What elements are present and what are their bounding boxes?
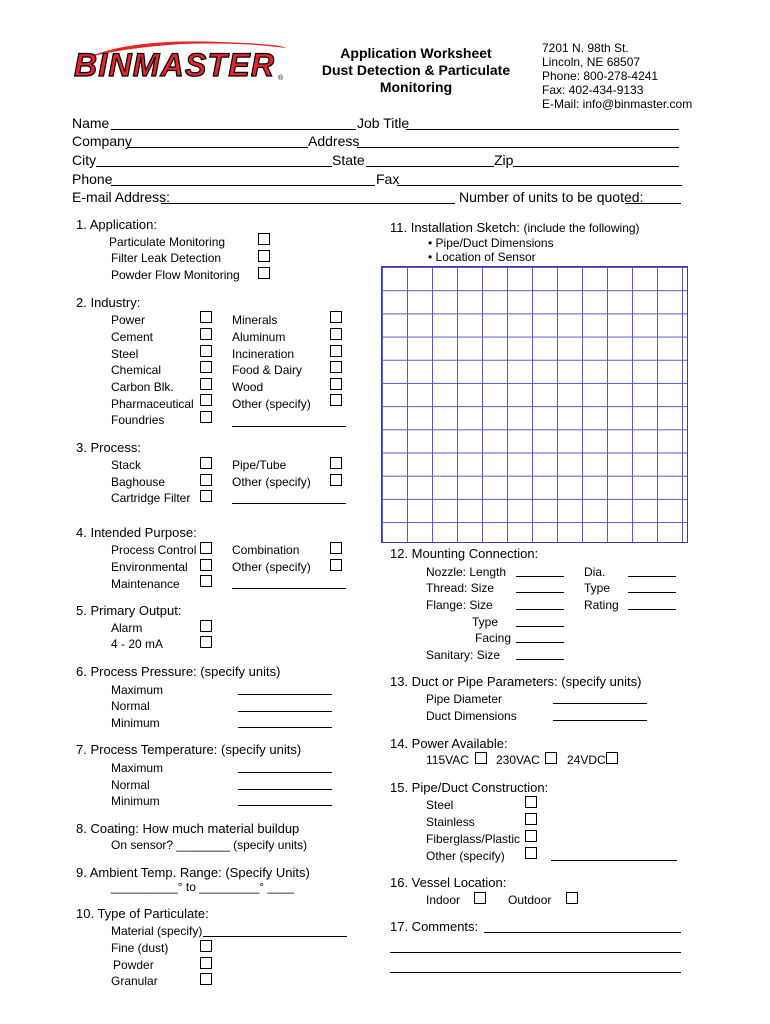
cement-checkbox[interactable]	[200, 328, 212, 340]
option-label: Maintenance	[111, 577, 180, 591]
option-label: 4 - 20 mA	[111, 637, 164, 651]
carbon-blk-checkbox[interactable]	[200, 378, 212, 390]
field-label: Type	[584, 581, 611, 595]
section-pressure-title: 6. Process Pressure: (specify units)	[76, 664, 281, 679]
option-label: Alarm	[111, 621, 143, 635]
4-20ma-checkbox[interactable]	[200, 636, 212, 648]
alarm-checkbox[interactable]	[200, 620, 212, 632]
option-label: Steel	[111, 347, 139, 361]
powder-flow-monitoring-checkbox[interactable]	[258, 267, 270, 279]
option-label: 115VAC	[426, 753, 469, 767]
steel-checkbox[interactable]	[200, 345, 212, 357]
option-label: Power	[111, 313, 146, 327]
zip-field[interactable]	[513, 166, 679, 167]
flange-rating-field[interactable]	[628, 609, 676, 610]
comments-line-1[interactable]	[484, 932, 681, 933]
units-field[interactable]	[625, 203, 681, 204]
option-label: Cartridge Filter	[111, 491, 191, 505]
phone-line: Phone: 800-278-4241	[542, 69, 659, 83]
thread-size-field[interactable]	[516, 592, 564, 593]
field-label: Flange: Size	[426, 598, 493, 612]
option-label: 24VDC	[567, 753, 606, 767]
sketch-grid[interactable]	[381, 266, 688, 543]
option-label: Pipe/Tube	[232, 458, 287, 472]
option-label: Other (specify)	[232, 397, 311, 411]
title-line-2: Dust Detection & Particulate	[321, 62, 511, 78]
state-label: State	[332, 152, 365, 168]
flange-type-field[interactable]	[516, 626, 564, 627]
option-label: Stainless	[426, 815, 475, 829]
option-label: 230VAC	[496, 753, 540, 767]
aluminum-checkbox[interactable]	[330, 328, 342, 340]
phone-field[interactable]	[111, 185, 375, 186]
field-label: Type	[472, 615, 499, 629]
field-label: Normal	[111, 699, 150, 713]
cartridge-filter-checkbox[interactable]	[200, 490, 212, 502]
foundries-checkbox[interactable]	[200, 411, 212, 423]
filter-leak-detection-checkbox[interactable]	[258, 250, 270, 262]
field-label: Thread: Size	[426, 581, 495, 595]
chemical-checkbox[interactable]	[200, 361, 212, 373]
option-label: Minerals	[232, 313, 278, 327]
fax-field[interactable]	[397, 185, 682, 186]
option-label: Chemical	[111, 363, 162, 377]
binmaster-logo	[72, 36, 290, 86]
fax-label: Fax	[376, 171, 400, 187]
company-address	[542, 41, 692, 111]
section-purpose-title: 4. Intended Purpose:	[76, 525, 197, 540]
food-dairy-checkbox[interactable]	[330, 361, 342, 373]
field-label: Normal	[111, 778, 150, 792]
pressure-minimum-field[interactable]	[238, 727, 332, 728]
bullet-item: • Pipe/Duct Dimensions	[428, 236, 554, 250]
option-label: Aluminum	[232, 330, 286, 344]
title-line-1: Application Worksheet	[340, 45, 492, 61]
indoor-checkbox[interactable]	[474, 892, 486, 904]
company-field[interactable]	[128, 147, 308, 148]
temperature-maximum-field[interactable]	[238, 772, 332, 773]
field-label: Maximum	[111, 761, 164, 775]
section-comments-title: 17. Comments:	[390, 919, 479, 934]
name-field[interactable]	[111, 129, 356, 130]
name-label: Name	[72, 115, 110, 131]
section-process-title: 3. Process:	[76, 440, 142, 455]
units-label: Number of units to be quoted:	[459, 189, 644, 205]
option-label: Powder Flow Monitoring	[111, 268, 240, 282]
powder-checkbox[interactable]	[200, 957, 212, 969]
combination-checkbox[interactable]	[330, 542, 342, 554]
zip-label: Zip	[494, 152, 514, 168]
option-label: Particulate Monitoring	[109, 235, 226, 249]
sketch-subtitle: (include the following)	[523, 221, 640, 235]
purpose-other-checkbox[interactable]	[330, 559, 342, 571]
option-label: Carbon Blk.	[111, 380, 174, 394]
section-sketch-title	[390, 220, 640, 235]
option-label: Combination	[232, 543, 300, 557]
field-label: Maximum	[111, 683, 164, 697]
field-label: Pipe Diameter	[426, 692, 503, 706]
section-mounting-title: 12. Mounting Connection:	[390, 546, 539, 561]
comments-line-3[interactable]	[390, 972, 681, 973]
pressure-maximum-field[interactable]	[238, 694, 332, 695]
section-ambient-title: 9. Ambient Temp. Range: (Specify Units)	[76, 865, 310, 880]
option-label: Food & Dairy	[232, 363, 303, 377]
thread-type-field[interactable]	[628, 592, 676, 593]
section-application-title: 1. Application:	[76, 217, 157, 232]
address-field[interactable]	[357, 147, 679, 148]
option-label: Foundries	[111, 413, 165, 427]
section-particulate-title: 10. Type of Particulate:	[76, 906, 209, 921]
address-label: Address	[308, 133, 360, 149]
baghouse-checkbox[interactable]	[200, 474, 212, 486]
24vdc-checkbox[interactable]	[606, 752, 618, 764]
field-label: Facing	[475, 631, 512, 645]
section-duct-params-title: 13. Duct or Pipe Parameters: (specify units)	[390, 674, 642, 689]
construction-other-checkbox[interactable]	[525, 847, 537, 859]
title-line-3: Monitoring	[379, 79, 453, 95]
construction-other-field[interactable]	[551, 860, 677, 861]
field-label: Material (specify)	[111, 924, 203, 938]
option-label: Other (specify)	[426, 849, 505, 863]
section-temperature-title: 7. Process Temperature: (specify units)	[76, 742, 302, 757]
option-label: Indoor	[426, 893, 461, 907]
environmental-checkbox[interactable]	[200, 559, 212, 571]
field-label: Rating	[584, 598, 619, 612]
logo-text: BINMASTER	[74, 47, 274, 83]
stainless-checkbox[interactable]	[525, 813, 537, 825]
power-checkbox[interactable]	[200, 311, 212, 323]
job-title-label: Job Title	[357, 115, 410, 131]
email-field[interactable]	[161, 203, 455, 204]
fiberglass-plastic-checkbox[interactable]	[525, 830, 537, 842]
process-other-checkbox[interactable]	[330, 474, 342, 486]
section-output-title: 5. Primary Output:	[76, 603, 182, 618]
city-field[interactable]	[96, 166, 332, 167]
option-label: Process Control	[111, 543, 197, 557]
pharmaceutical-checkbox[interactable]	[200, 394, 212, 406]
sanitary-size-field[interactable]	[516, 659, 564, 660]
coating-on-sensor-field[interactable]: On sensor? ________ (specify units)	[111, 838, 308, 852]
minerals-checkbox[interactable]	[330, 311, 342, 323]
flange-facing-field[interactable]	[516, 642, 564, 643]
field-label: Sanitary: Size	[426, 648, 501, 662]
job-title-field[interactable]	[406, 129, 679, 130]
option-label: Other (specify)	[232, 560, 311, 574]
option-label: Other (specify)	[232, 475, 311, 489]
process-other-field[interactable]	[232, 503, 346, 504]
section-industry-title: 2. Industry:	[76, 295, 141, 310]
flange-size-field[interactable]	[516, 609, 564, 610]
option-label: Incineration	[232, 347, 295, 361]
material-field[interactable]	[203, 936, 347, 937]
field-label: Duct Dimensions	[426, 709, 517, 723]
115vac-checkbox[interactable]	[475, 752, 487, 764]
section-construction-title: 15. Pipe/Duct Construction:	[390, 780, 549, 795]
pressure-normal-field[interactable]	[238, 711, 332, 712]
incineration-checkbox[interactable]	[330, 345, 342, 357]
email-line: E-Mail: info@binmaster.com	[542, 97, 693, 111]
comments-line-2[interactable]	[390, 952, 681, 953]
wood-checkbox[interactable]	[330, 378, 342, 390]
field-label: Dia.	[584, 565, 606, 579]
pipe-tube-checkbox[interactable]	[330, 457, 342, 469]
option-label: Wood	[232, 380, 264, 394]
ambient-range-field[interactable]: __________° to _________° ____	[111, 880, 295, 894]
nozzle-dia-field[interactable]	[628, 576, 676, 577]
duct-dimensions-field[interactable]	[553, 720, 647, 721]
email-label: E-mail Address:	[72, 189, 171, 205]
temperature-normal-field[interactable]	[238, 789, 332, 790]
svg-text:®: ®	[278, 75, 284, 82]
field-label: Minimum	[111, 716, 160, 730]
granular-checkbox[interactable]	[200, 973, 212, 985]
option-label: Fine (dust)	[111, 941, 169, 955]
city-label: City	[72, 152, 97, 168]
nozzle-length-field[interactable]	[516, 576, 564, 577]
fine-dust-checkbox[interactable]	[200, 940, 212, 952]
sketch-title-text: 11. Installation Sketch:	[390, 220, 520, 235]
option-label: Pharmaceutical	[111, 397, 194, 411]
address-line: Lincoln, NE 68507	[542, 55, 641, 69]
pipe-diameter-field[interactable]	[553, 703, 647, 704]
purpose-other-field[interactable]	[232, 588, 346, 589]
state-field[interactable]	[366, 166, 494, 167]
bullet-text: Pipe/Duct Dimensions	[435, 236, 554, 250]
fax-line: Fax: 402-434-9133	[542, 83, 644, 97]
industry-other-field[interactable]	[232, 426, 346, 427]
option-label: Steel	[426, 798, 454, 812]
section-vessel-title: 16. Vessel Location:	[390, 875, 507, 890]
field-label: Minimum	[111, 794, 160, 808]
option-label: Fiberglass/Plastic	[426, 832, 521, 846]
option-label: Filter Leak Detection	[111, 251, 222, 265]
address-line: 7201 N. 98th St.	[542, 41, 629, 55]
option-label: Outdoor	[508, 893, 552, 907]
maintenance-checkbox[interactable]	[200, 575, 212, 587]
bullet-item: • Location of Sensor	[428, 250, 536, 264]
page-title	[314, 45, 518, 96]
outdoor-checkbox[interactable]	[566, 892, 578, 904]
phone-label: Phone	[72, 171, 113, 187]
temperature-minimum-field[interactable]	[238, 805, 332, 806]
230vac-checkbox[interactable]	[545, 752, 557, 764]
option-label: Baghouse	[111, 475, 166, 489]
field-label: Nozzle: Length	[426, 565, 507, 579]
particulate-monitoring-checkbox[interactable]	[258, 233, 270, 245]
process-control-checkbox[interactable]	[200, 542, 212, 554]
section-power-title: 14. Power Available:	[390, 736, 508, 751]
option-label: Stack	[111, 458, 142, 472]
option-label: Environmental	[111, 560, 188, 574]
option-label: Powder	[113, 958, 154, 972]
bullet-text: Location of Sensor	[435, 250, 536, 264]
option-label: Cement	[111, 330, 154, 344]
company-label: Company	[72, 133, 132, 149]
option-label: Granular	[111, 974, 158, 988]
construction-steel-checkbox[interactable]	[525, 796, 537, 808]
stack-checkbox[interactable]	[200, 457, 212, 469]
industry-other-checkbox[interactable]	[330, 394, 342, 406]
section-coating-title: 8. Coating: How much material buildup	[76, 821, 300, 836]
